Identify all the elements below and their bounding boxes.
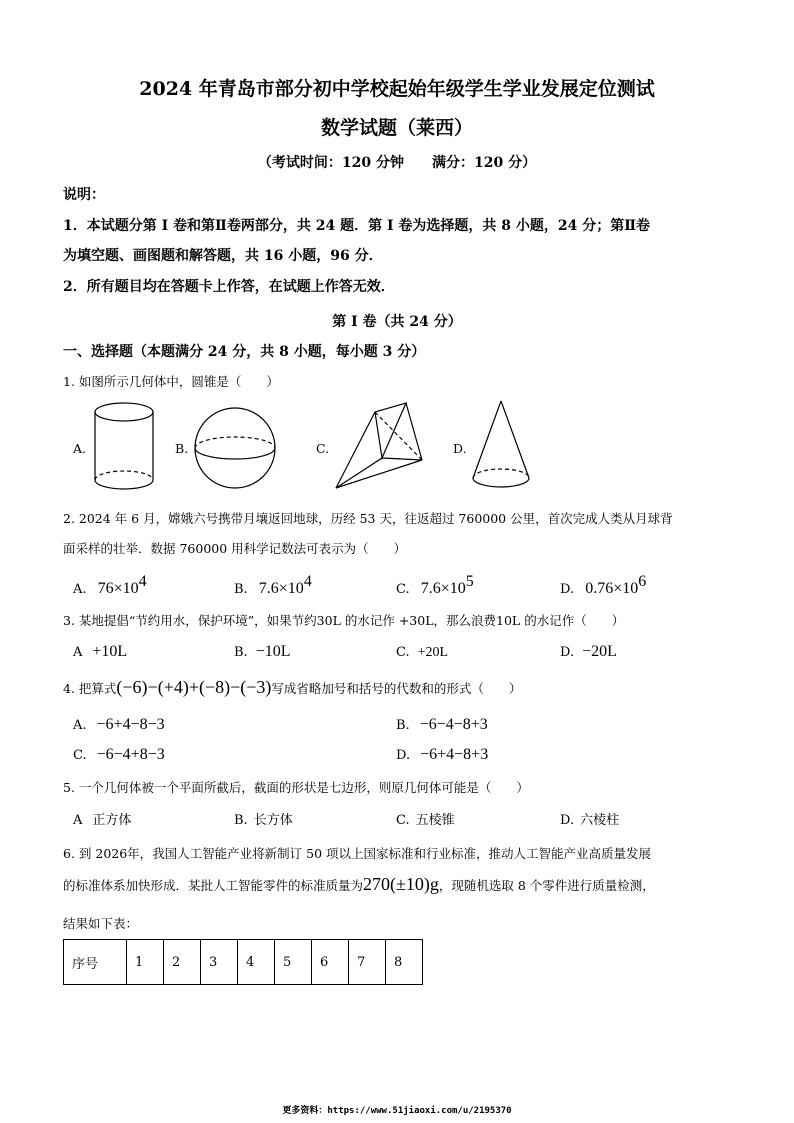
q2-option-c: C. $7.6\times 10^5$: [396, 573, 474, 597]
table-header-row: [64, 940, 423, 985]
table-header-cell: 6: [312, 940, 349, 985]
q1-option-b-label: B.: [175, 441, 189, 456]
exam-info: （考试时间：120 分钟 满分：120 分）: [257, 155, 537, 171]
table-header-cell: 序号: [64, 940, 127, 985]
q4-option-c: C. −6−4+8−3: [73, 746, 165, 763]
notes-line-2: 2．所有题目均在答题卡上作答，在试题上作答无效．: [63, 279, 395, 295]
q5-stem: 5. 一个几何体被一个平面所截后，截面的形状是七边形，则原几何体可能是（ ）: [63, 780, 529, 795]
sphere-figure: [190, 405, 285, 495]
q5-option-a: A 正方体: [73, 813, 132, 828]
q5-option-b: B. 长方体: [234, 813, 293, 828]
q3-stem: 3. 某地提倡“节约用水，保护环境”，如果节约30L 的水记作 +30L，那么浪费10L 的水记作（ ）: [63, 613, 625, 628]
q1-option-a-label: A.: [73, 441, 87, 456]
part-1-title: 第 I 卷（共 24 分）: [332, 314, 462, 330]
q6-stem-line-2: 的标准体系加快形成．某批人工智能零件的标准质量为270(±10)g，现随机选取 8 个零件进行质量检测，: [63, 874, 655, 894]
table-header-cell: 5: [275, 940, 312, 985]
table-header-cell: 4: [238, 940, 275, 985]
notes-line-1: 1．本试题分第 I 卷和第Ⅱ卷两部分，共 24 题．第 I 卷为选择题，共 8 小题，24 分；第Ⅱ卷: [63, 218, 651, 234]
cylinder-figure: [90, 398, 160, 498]
q4-option-b: B. −6−4−8+3: [396, 716, 488, 733]
q2-option-a: A. $76\times 10^4$: [73, 573, 147, 597]
q3-option-b: B. −10L: [234, 643, 291, 660]
q2-stem-line-2: 面采样的壮举．数据 760000 用科学记数法可表示为（ ）: [63, 541, 407, 556]
notes-heading: 说明：: [63, 187, 105, 203]
q6-measurement-table: [63, 939, 423, 985]
q3-option-c: C. +20L: [396, 645, 449, 660]
triangular-prism-figure: [330, 400, 430, 495]
q1-option-c-label: C.: [316, 441, 330, 456]
q2-option-d: D. $0.76\times 10^6$: [560, 573, 647, 597]
section-1-title: 一、选择题（本题满分 24 分，共 8 小题，每小题 3 分）: [63, 344, 426, 360]
q4-stem: 4. 把算式(−6)−(+4)+(−8)−(−3)写成省略加号和括号的代数和的形式（ ）: [63, 677, 522, 697]
exam-title: 2024 年青岛市部分初中学校起始年级学生学业发展定位测试: [139, 78, 655, 100]
table-header-cell: 3: [201, 940, 238, 985]
table-header-cell: 7: [349, 940, 386, 985]
notes-line-1b: 为填空题、画图题和解答题，共 16 小题，96 分．: [63, 248, 383, 264]
table-header-cell: 2: [164, 940, 201, 985]
q3-option-a: A +10L: [73, 643, 128, 660]
cone-figure: [468, 398, 538, 498]
q5-option-d: D. 六棱柱: [560, 813, 620, 828]
q6-stem-line-1: 6. 到 2026年，我国人工智能产业将新制订 50 项以上国家标准和行业标准，推动人工智能产业高质量发展: [63, 846, 652, 861]
q5-option-c: C. 五棱锥: [396, 813, 455, 828]
q6-stem-line-3: 结果如下表：: [63, 916, 139, 931]
table-header-cell: 8: [386, 940, 423, 985]
q1-option-d-label: D.: [453, 441, 467, 456]
exam-subtitle: 数学试题（莱西）: [320, 117, 473, 139]
q4-option-d: D. −6+4−8+3: [396, 746, 489, 763]
q2-option-b: B. $7.6\times 10^4$: [234, 573, 312, 597]
q4-option-a: A. −6+4−8−3: [73, 716, 165, 733]
q3-option-d: D. −20L: [560, 643, 617, 660]
footer-link[interactable]: 更多资料：https://www.51jiaoxi.com/u/2195370: [282, 1106, 512, 1116]
table-header-cell: 1: [127, 940, 164, 985]
q1-stem: 1. 如图所示几何体中，圆锥是（ ）: [63, 374, 279, 389]
q2-stem-line-1: 2. 2024 年 6 月，嫦娥六号携带月壤返回地球，历经 53 天，往返超过 760000 公里，首次完成人类从月球背: [63, 511, 673, 526]
